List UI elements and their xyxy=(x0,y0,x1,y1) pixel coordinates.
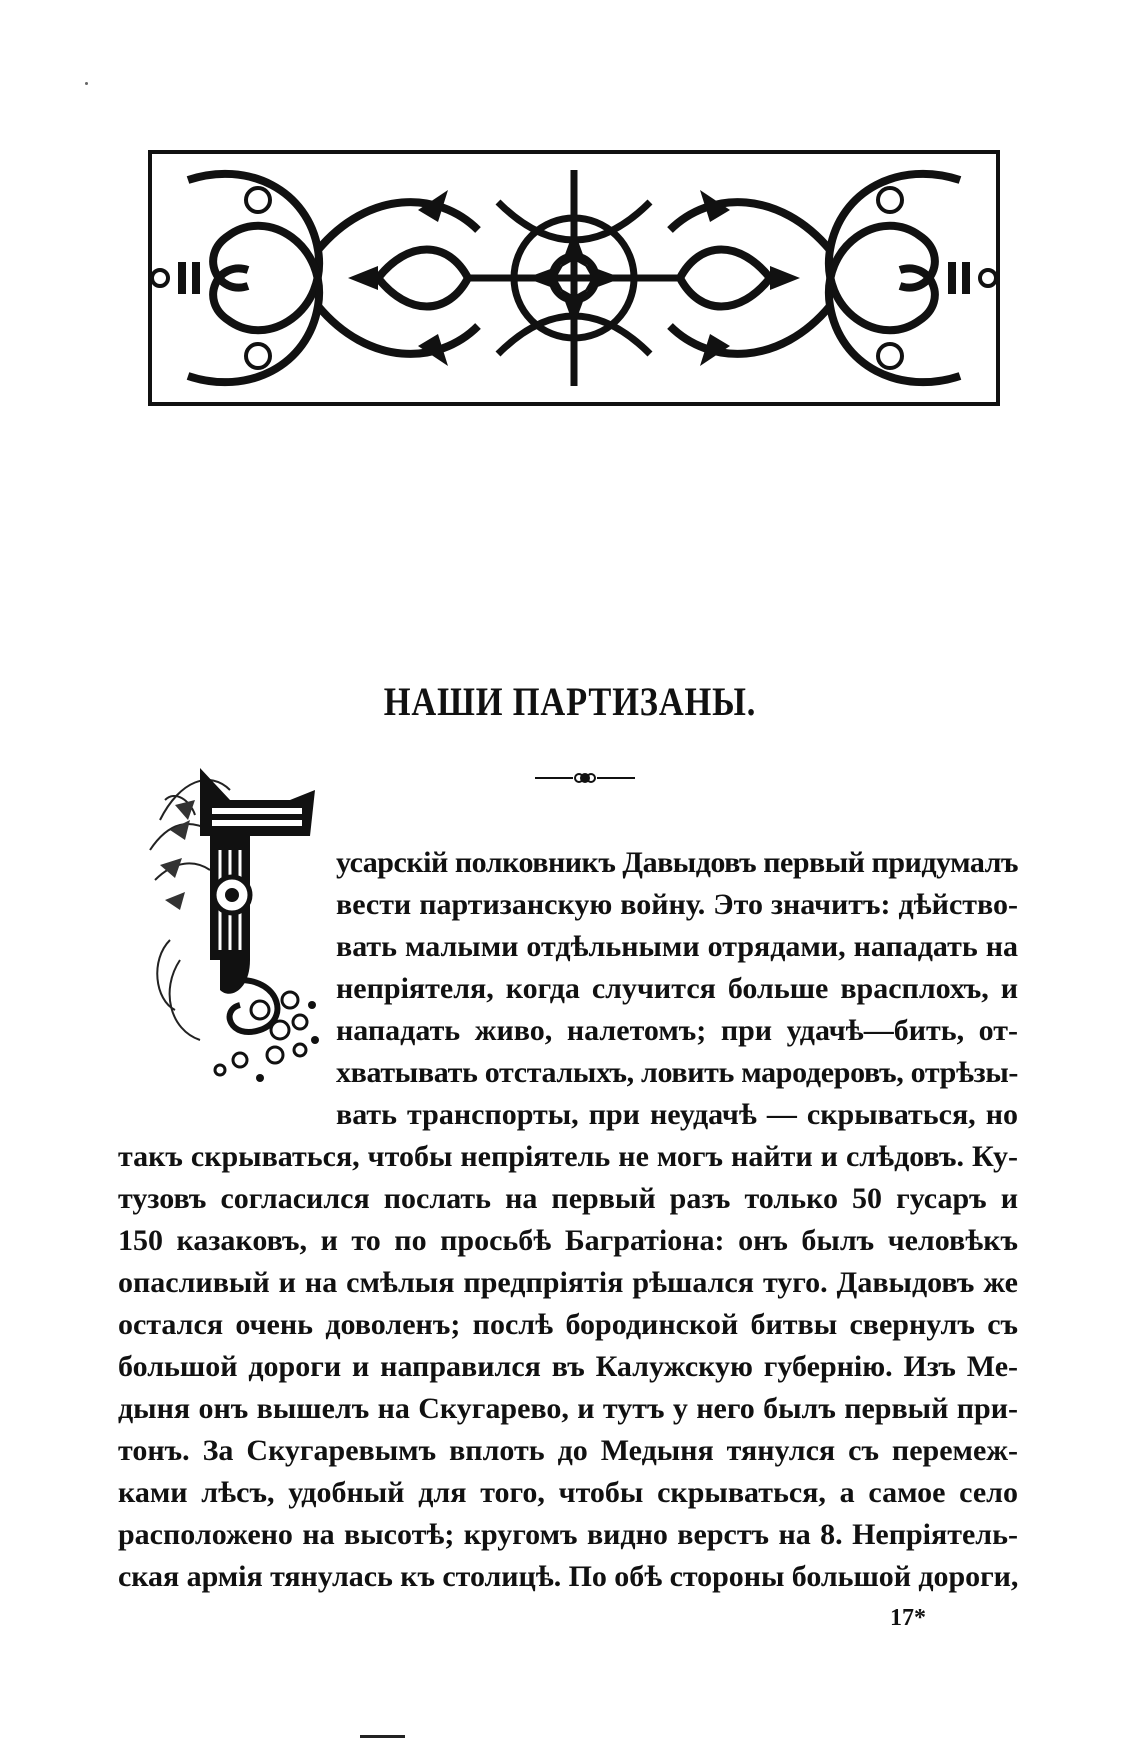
decorative-headpiece xyxy=(148,150,1000,406)
text-line: тонъ. За Скугаревымъ вплоть до Медыня тянулся съ перемеж- xyxy=(118,1434,1018,1467)
text-line: большой дороги и направился въ Калужскую губернію. Изъ Ме- xyxy=(118,1350,1018,1383)
text-line: ками лѣсъ, удобный для того, чтобы скрываться, а самое село xyxy=(118,1476,1018,1509)
chapter-title: НАШИ ПАРТИЗАНЫ. xyxy=(383,679,757,724)
text-line: усарскій полковникъ Давыдовъ первый придумалъ xyxy=(336,846,1018,879)
text-line: вать транспорты, при неудачѣ — скрываться, но xyxy=(336,1098,1018,1131)
text-line: расположено на высотѣ; кругомъ видно верстъ на 8. Непріятель- xyxy=(118,1518,1018,1551)
print-mark xyxy=(360,1735,405,1738)
text-line: непріятеля, когда случится больше врасплохъ, и xyxy=(336,972,1018,1005)
text-line: тузовъ согласился послать на первый разъ только 50 гусаръ и xyxy=(118,1182,1018,1215)
text-line: 150 казаковъ, и то по просьбѣ Багратіона: онъ былъ человѣкъ xyxy=(118,1224,1018,1257)
title-divider-ornament xyxy=(535,770,635,786)
page-number: 17* xyxy=(890,1605,926,1631)
text-line: опасливый и на смѣлыя предпріятія рѣшался туго. Давыдовъ же xyxy=(118,1266,1018,1299)
text-line: такъ скрываться, чтобы непріятель не могъ найти и слѣдовъ. Ку- xyxy=(118,1140,1018,1173)
text-line: дыня онъ вышелъ на Скугарево, и тутъ у него былъ первый при- xyxy=(118,1392,1018,1425)
text-line: вести партизанскую войну. Это значитъ: дѣйство- xyxy=(336,888,1018,921)
text-line: нападать живо, налетомъ; при удачѣ—бить, от- xyxy=(336,1014,1018,1047)
body-text xyxy=(118,842,1018,1598)
text-line: вать малыми отдѣльными отрядами, нападать на xyxy=(336,930,1018,963)
text-line: остался очень доволенъ; послѣ бородинской битвы свернулъ съ xyxy=(118,1308,1018,1341)
text-line: хватывать отсталыхъ, ловить мародеровъ, отрѣзы- xyxy=(336,1056,1019,1089)
text-line: ская армія тянулась къ столицѣ. По обѣ стороны большой дороги, xyxy=(118,1560,1019,1593)
paper-speck xyxy=(85,82,88,85)
